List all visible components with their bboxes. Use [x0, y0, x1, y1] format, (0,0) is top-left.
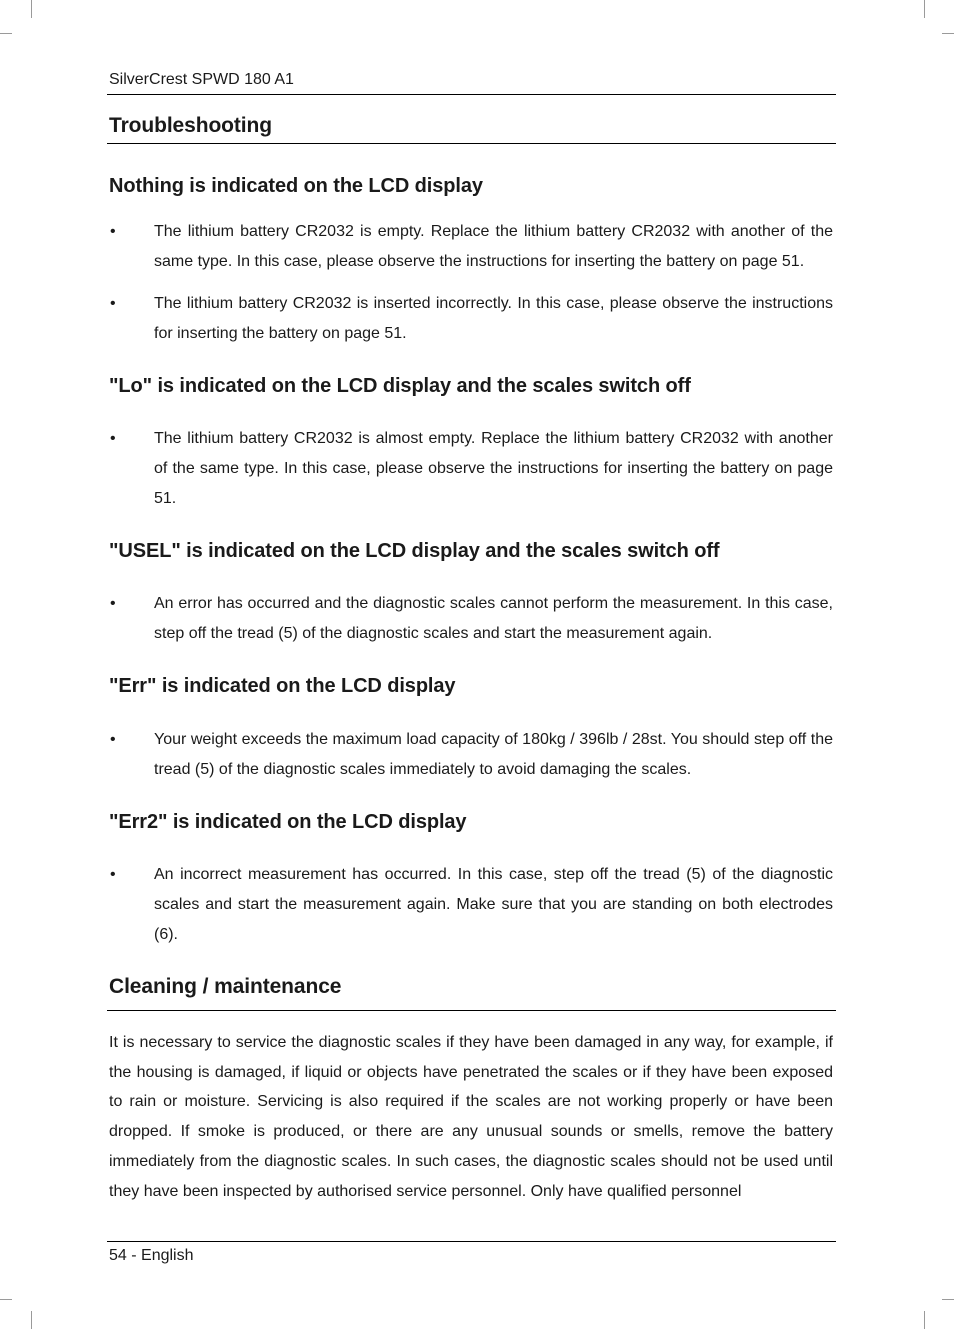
issue-bullet-text: An incorrect measurement has occurred. In this case, step off the tread (5) of the diagnostic scales and start the measurement again. Make sure that you are standing on both electrodes (6). — [154, 866, 833, 943]
issue-bullet-text: An error has occurred and the diagnostic scales cannot perform the measurement. In this case, step off the tread (5) of the diagnostic scales and start the measurement again. — [154, 595, 833, 642]
issue-heading-err: "Err" is indicated on the LCD display — [109, 675, 456, 697]
header-rule — [107, 94, 836, 95]
bullet-marker: • — [110, 430, 116, 447]
issue-bullet-text: The lithium battery CR2032 is empty. Replace the lithium battery CR2032 with another of the same type. In this case, please observe the instructions for inserting the battery on page 51. — [154, 223, 833, 270]
crop-mark — [31, 1311, 32, 1329]
bullet-marker: • — [110, 866, 116, 883]
maintenance-paragraph: It is necessary to service the diagnostic scales if they have been damaged in any way, for example, if the housing is damaged, if liquid or objects have penetrated the scales or if they have been exposed to rain or moisture. Servicing is also required if the scales are not working properly or have been dropped. If smoke is produced, or there are any unusual sounds or smells, remove the battery immediately from the diagnostic scales. In such cases, the diagnostic scales should not be used until they have been inspected by authorised service personnel. Only have qualified personnel — [109, 1034, 833, 1200]
footer-rule — [107, 1241, 836, 1242]
issue-bullet-text: Your weight exceeds the maximum load capacity of 180kg / 396lb / 28st. You should step off the tread (5) of the diagnostic scales immediately to avoid damaging the scales. — [154, 731, 833, 778]
bullet-marker: • — [110, 731, 116, 748]
crop-mark — [942, 1299, 954, 1300]
crop-mark — [924, 1311, 925, 1329]
issue-heading-no-display: Nothing is indicated on the LCD display — [109, 175, 483, 197]
section-rule — [107, 143, 836, 144]
bullet-marker: • — [110, 595, 116, 612]
issue-heading-usel: "USEL" is indicated on the LCD display and the scales switch off — [109, 540, 720, 562]
crop-mark — [942, 33, 954, 34]
bullet-marker: • — [110, 223, 116, 240]
issue-heading-err2: "Err2" is indicated on the LCD display — [109, 811, 467, 833]
issue-bullet-text: The lithium battery CR2032 is inserted incorrectly. In this case, please observe the instructions for inserting the battery on page 51. — [154, 295, 833, 342]
crop-mark — [0, 33, 12, 34]
issue-heading-lo: "Lo" is indicated on the LCD display and the scales switch off — [109, 375, 691, 397]
issue-bullet-text: The lithium battery CR2032 is almost empty. Replace the lithium battery CR2032 with another of the same type. In this case, please observe the instructions for inserting the battery on page 51. — [154, 430, 833, 507]
crop-mark — [924, 0, 925, 18]
bullet-marker: • — [110, 295, 116, 312]
maintenance-rule — [107, 1010, 836, 1011]
running-header: SilverCrest SPWD 180 A1 — [109, 71, 294, 88]
crop-mark — [31, 0, 32, 18]
maintenance-title: Cleaning / maintenance — [109, 975, 342, 998]
page-number: 54 - English — [109, 1247, 194, 1264]
section-title: Troubleshooting — [109, 114, 272, 137]
crop-mark — [0, 1299, 12, 1300]
